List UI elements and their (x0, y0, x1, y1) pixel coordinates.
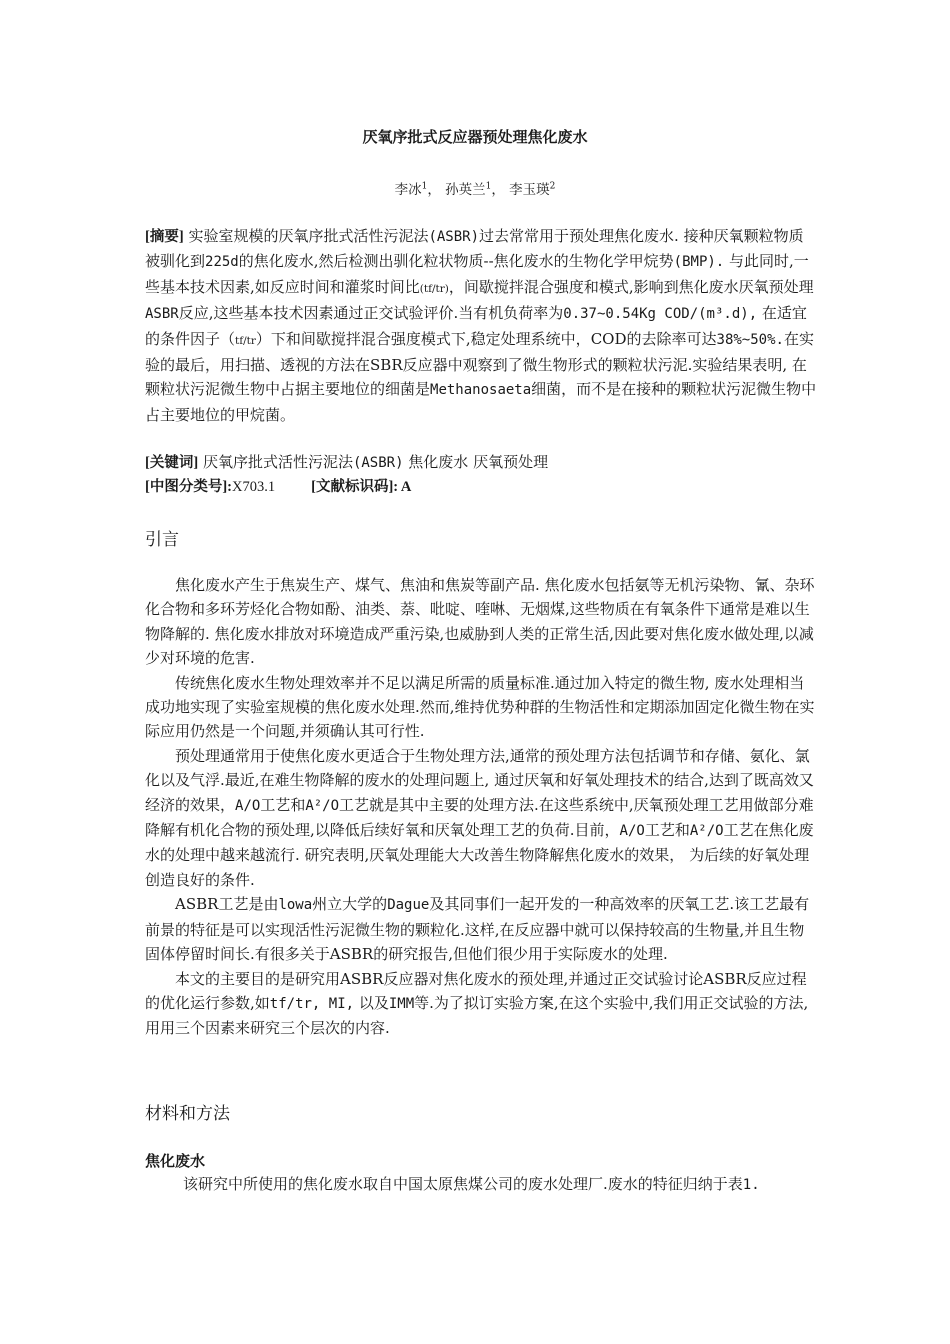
abstract-text: ）下和间歇搅拌混合强度模式下,稳定处理系统中， (255, 329, 591, 348)
abstract-text: 在实验的最后，用扫描、透视的方法在 (145, 329, 814, 375)
abstract-term: (BMP). (673, 254, 725, 271)
intro-body (145, 573, 817, 1041)
keyword: 焦化废水 厌氧预处理 (403, 453, 549, 471)
abstract-term: SBR (370, 356, 403, 375)
abstract-term: 0.37~0.54Kg COD/(m³.d), (563, 306, 758, 323)
paper-title: 厌氧序批式反应器预处理焦化废水 (362, 128, 588, 146)
intro-text: 工艺就是其中主要的处理方法.在这些系统中,厌氧预处理工艺用做部分难降解有机化合物的预处理,以降低后续好氧和厌氧处理工艺的负荷.目前， (145, 795, 814, 840)
intro-term: lowa (278, 897, 313, 914)
intro-term: tf/tr, MI, (269, 995, 355, 1012)
table-reference: 1. (742, 1177, 760, 1193)
intro-text: 以及 (354, 993, 389, 1012)
intro-text: 的研究报告,但他们很少用于实际废水的处理. (373, 945, 668, 964)
abstract-label: [摘要] (145, 229, 184, 245)
intro-text: 工艺在焦化废水的处理中越来越流行. 研究表明,厌氧处理能大大改善生物降解焦化废水的效果， 为后续的好氧处理创造良好的条件. (145, 821, 814, 889)
abstract-term: (ASBR) (428, 229, 480, 245)
keyword: 厌氧序批式活性污泥法 (198, 453, 353, 471)
author-name: 李玉瑛 (509, 182, 550, 198)
abstract-text: 反应,这些基本技术因素通过正交试验评价.当有机负荷率为 (178, 304, 564, 323)
intro-paragraph-5 (145, 967, 817, 1041)
intro-text: 州立大学的 (312, 895, 388, 914)
intro-term: A/O (619, 823, 645, 840)
keywords-label: [关键词] (145, 455, 199, 471)
section-heading-materials: 材料和方法 (145, 1104, 230, 1124)
author-name: 李冰 (394, 182, 422, 198)
intro-paragraph-4 (145, 892, 817, 966)
intro-term: IMM (388, 995, 415, 1012)
intro-term: Dague (387, 897, 430, 914)
intro-text: 本文的主要目的是研究用 (175, 969, 341, 988)
keyword: (ASBR) (352, 455, 404, 471)
clc-label: [中图分类号]: (145, 479, 232, 495)
affiliation-marker: 1 (485, 181, 492, 192)
clc-value: X703.1 (232, 479, 276, 495)
abstract-text: 与此同时,一些基本技术因素,如反应时间和灌浆时间比 (145, 252, 809, 296)
abstract-text: ，间歇搅拌混合强度和模式,影响到焦化废水厌氧预处理 (448, 277, 814, 296)
intro-paragraph-2: 传统焦化废水生物处理效率并不足以满足所需的质量标准.通过加入特定的微生物, 废水处理相当成功地实现了实验室规模的焦化废水处理.然而,维持优势种群的生物活性和定期添加固定化微生物在实际应用仍然是一个问题,并须确认其可行性. (145, 673, 815, 741)
section-heading-intro: 引言 (145, 530, 179, 550)
abstract-text: 的去除率可达 (626, 329, 717, 348)
intro-text: 反应过程的优化运行参数,如 (145, 969, 807, 1012)
abstract-text: 在适宜的条件因子（ (145, 304, 807, 348)
author-separator: ， (491, 182, 505, 198)
intro-paragraph-1: 焦化废水产生于焦炭生产、煤气、焦油和焦炭等副产品. 焦化废水包括氨等无机污染物、氰、杂环化合物和多环芳烃化合物如酚、油类、萘、吡啶、喹啉、无烟煤,这些物质在有氧条件下通常是难以生物降解的. 焦化废水排放对环境造成严重污染,也威胁到人类的正常生活,因此要对焦化废水做处理,以减少对环境的危害. (145, 576, 815, 668)
abstract-paragraph (145, 224, 817, 427)
keywords-line (145, 450, 817, 475)
affiliation-marker: 2 (549, 181, 556, 192)
subsection-heading-coking-wastewater: 焦化废水 (145, 1152, 206, 1170)
abstract-term: Methanosaeta (430, 382, 532, 399)
intro-text: 工艺和 (260, 795, 306, 814)
affiliation-marker: 1 (421, 181, 428, 192)
intro-text: 等.为了拟订实验方案,在这个实验中,我们用正交试验的方法,用用三个因素来研究三个层次的内容. (145, 993, 809, 1038)
intro-text: 及其同事们一起开发的一种高效率的厌氧工艺.该工艺最有前景的特征是可以实现活性污泥微生物的颗粒化.这样,在反应器中就可以保持较高的生物量,并且生物固体停留时间长.有很多关于 (145, 895, 810, 964)
intro-term: ASBR (703, 969, 747, 988)
author-line (0, 178, 950, 198)
abstract-text: 反应器中观察到了微生物形式的颗粒状污泥.实验结果表明, 在颗粒状污泥微生物中占据主要地位的细菌是 (145, 356, 807, 399)
abstract-term: COD (590, 329, 627, 348)
classification-line (145, 475, 817, 499)
abstract-text: 过去常常用于预处理焦化废水. 接种厌氧颗粒物质被驯化到 (145, 227, 804, 271)
abstract-term: (tf/tr) (419, 282, 449, 295)
intro-term: A²/O (305, 797, 340, 814)
intro-term: ASBR (329, 945, 374, 964)
abstract-text: 细菌，而不是在接种的颗粒状污泥微生物中占主要地位的甲烷菌。 (145, 380, 817, 424)
document-code: [文献标识码]: A (311, 479, 412, 495)
intro-term: ASBR (340, 969, 384, 988)
intro-text: 工艺是由 (218, 895, 279, 914)
materials-paragraph-1 (145, 1172, 817, 1197)
intro-text: 预处理通常用于使焦化废水更适合于生物处理方法,通常的预处理方法包括调节和存储、氨化、氯化以及气浮.最近,在难生物降解的废水的处理问题上, 通过厌氧和好氧处理技术的结合,达到了既高效又经济的效果， (145, 746, 814, 814)
intro-text: 工艺和 (644, 821, 690, 840)
materials-body (145, 1172, 817, 1197)
abstract-text: 实验室规模的厌氧序批式活性污泥法 (183, 227, 429, 245)
abstract-term: 38%~50%. (716, 331, 784, 348)
author-separator: ， (427, 182, 441, 198)
intro-text: 反应器对焦化废水的预处理,并通过正交试验讨论 (383, 969, 704, 988)
materials-text: 该研究中所使用的焦化废水取自中国太原焦煤公司的废水处理厂.废水的特征归纳于表 (183, 1175, 743, 1193)
author-name: 孙英兰 (445, 182, 486, 198)
intro-term: A²/O (689, 823, 724, 840)
intro-term: ASBR (175, 895, 219, 914)
intro-term: A/O (235, 797, 261, 814)
abstract-text: 的焦化废水,然后检测出驯化粒状物质--焦化废水的生物化学甲烷势 (238, 252, 674, 271)
abstract-term: ASBR (145, 306, 179, 323)
intro-paragraph-3 (145, 744, 817, 892)
abstract-term: 225d (205, 254, 239, 271)
abstract-term: tf/tr (235, 334, 256, 347)
